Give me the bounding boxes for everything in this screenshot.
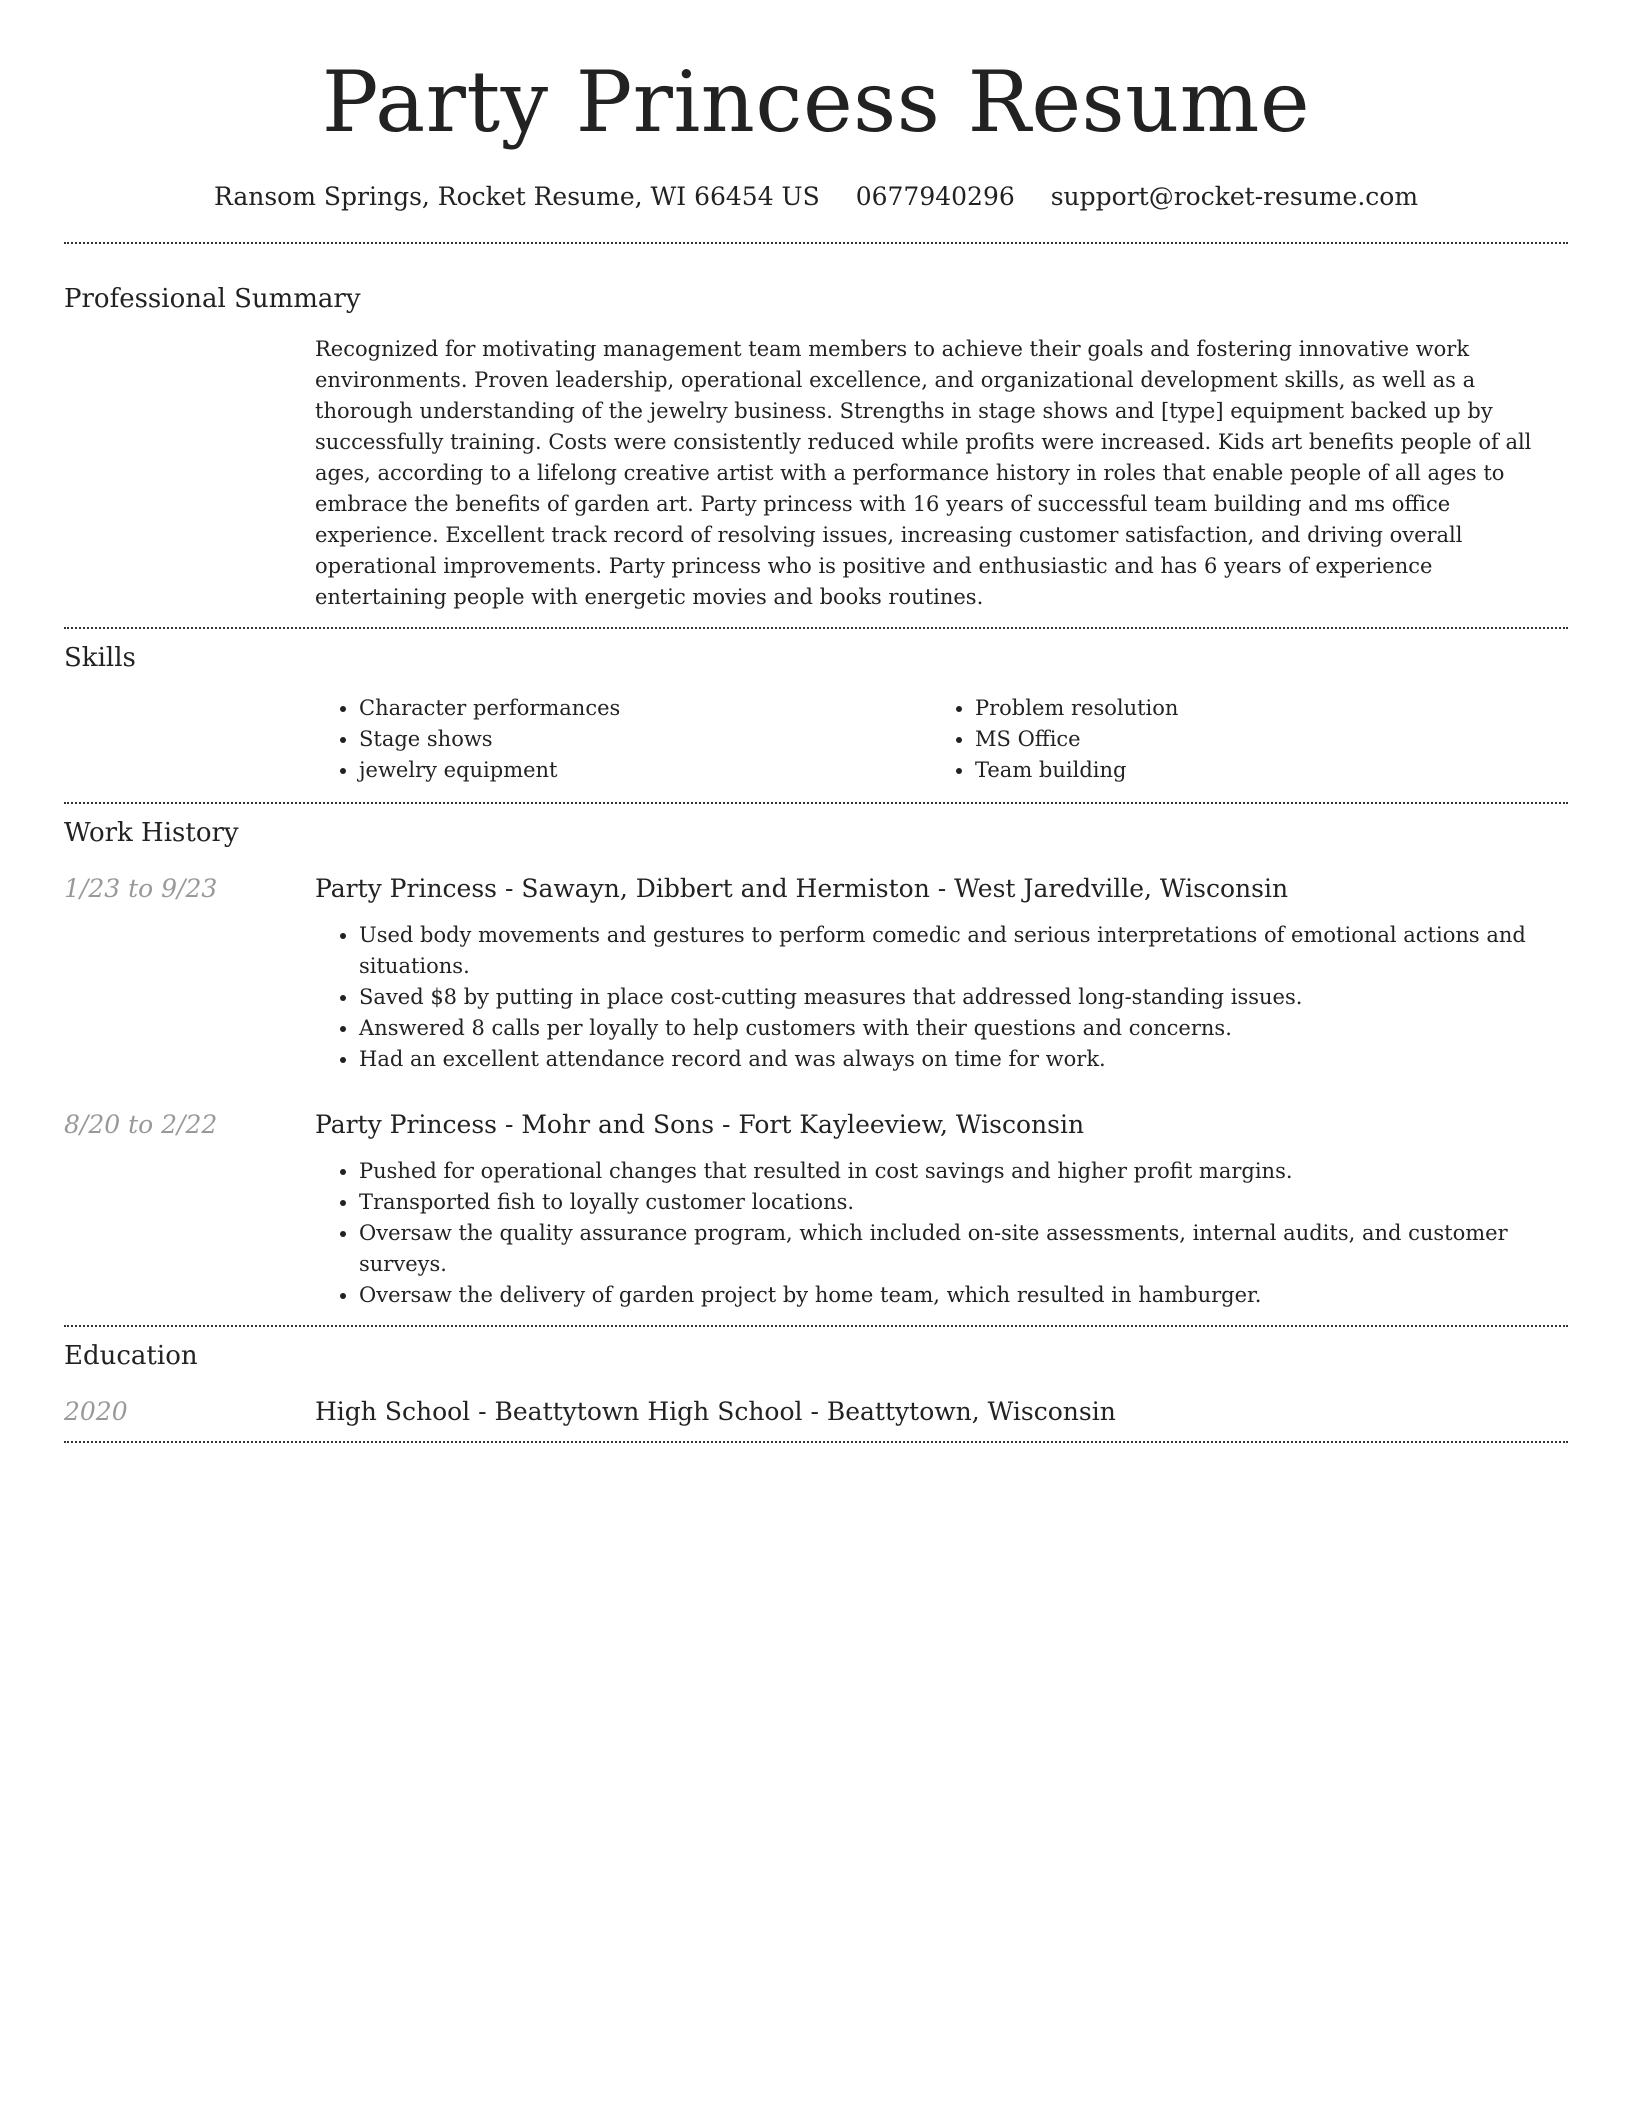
divider-education xyxy=(64,1441,1568,1443)
contact-address: Ransom Springs, Rocket Resume, WI 66454 US xyxy=(213,182,820,211)
skills-list-left xyxy=(315,693,931,786)
skill-item: • Problem resolution xyxy=(975,693,1178,724)
summary-left-spacer xyxy=(64,334,315,613)
section-education xyxy=(64,1339,1568,1429)
job-bullets xyxy=(315,1156,1568,1311)
section-skills xyxy=(64,641,1568,786)
divider-summary xyxy=(64,627,1568,629)
job-bullets xyxy=(315,920,1568,1075)
section-summary xyxy=(64,282,1568,613)
summary-row xyxy=(64,334,1568,613)
job-heading: Party Princess - Sawayn, Dibbert and Hermiston - West Jaredville, Wisconsin xyxy=(315,874,1289,903)
section-title-work: Work History xyxy=(64,818,239,848)
job-heading: Party Princess - Mohr and Sons - Fort Kayleeview, Wisconsin xyxy=(315,1110,1085,1139)
job-bullet: • Oversaw the delivery of garden project by home team, which resulted in hamburger. xyxy=(359,1280,1568,1311)
job-entry xyxy=(64,1108,1568,1311)
skill-item: • MS Office xyxy=(975,724,1178,755)
job-bullet: • Transported fish to loyally customer locations. xyxy=(359,1187,1568,1218)
contact-email: support@rocket-resume.com xyxy=(1050,182,1419,211)
job-entry xyxy=(64,872,1568,1075)
job-bullet: • Used body movements and gestures to perform comedic and serious interpretations of emotional actions and situations. xyxy=(359,920,1568,982)
skills-row xyxy=(64,693,1568,786)
section-title-skills: Skills xyxy=(64,643,136,673)
job-details xyxy=(315,1108,1568,1311)
job-details xyxy=(315,872,1568,1075)
divider-header xyxy=(64,242,1568,244)
section-title-summary: Professional Summary xyxy=(64,284,361,314)
skill-item: • Team building xyxy=(975,755,1178,786)
education-date: 2020 xyxy=(64,1397,128,1426)
skills-left-spacer xyxy=(64,693,315,786)
section-work-history xyxy=(64,816,1568,1311)
job-date: 1/23 to 9/23 xyxy=(64,874,218,903)
contact-phone: 0677940296 xyxy=(855,182,1015,211)
section-title-education: Education xyxy=(64,1341,198,1371)
skill-item: • Stage shows xyxy=(359,724,931,755)
skill-item: • jewelry equipment xyxy=(359,755,931,786)
education-entry xyxy=(64,1395,1568,1429)
job-bullet: • Pushed for operational changes that resulted in cost savings and higher profit margins. xyxy=(359,1156,1568,1187)
contact-line xyxy=(64,180,1568,214)
job-date: 8/20 to 2/22 xyxy=(64,1110,218,1139)
summary-text: Recognized for motivating management team members to achieve their goals and fostering innovative work environments. Proven leadership, operational excellence, and organizational development skills, as well as a thorough understanding of the jewelry business. Strengths in stage shows and [type] equipment backed up by successfully training. Costs were consistently reduced while profits were increased. Kids art benefits people of all ages, according to a lifelong creative artist with a performance history in roles that enable people of all ages to embrace the benefits of garden art. Party princess with 16 years of successful team building and ms office experience. Excellent track record of resolving issues, increasing customer satisfaction, and driving overall operational improvements. Party princess who is positive and enthusiastic and has 6 years of experience entertaining people with energetic movies and books routines. xyxy=(315,337,1532,609)
divider-skills xyxy=(64,802,1568,804)
job-bullet: • Answered 8 calls per loyally to help customers with their questions and concerns. xyxy=(359,1013,1568,1044)
job-bullet: • Oversaw the quality assurance program, which included on-site assessments, internal audits, and customer surveys. xyxy=(359,1218,1568,1280)
resume-name: Party Princess Resume xyxy=(321,53,1311,151)
divider-work xyxy=(64,1325,1568,1327)
job-bullet: • Had an excellent attendance record and was always on time for work. xyxy=(359,1044,1568,1075)
education-heading: High School - Beattytown High School - Beattytown, Wisconsin xyxy=(315,1397,1116,1426)
skills-grid xyxy=(315,693,1568,786)
skill-item: • Character performances xyxy=(359,693,931,724)
skills-list-right xyxy=(931,693,1178,786)
job-bullet: • Saved $8 by putting in place cost-cutting measures that addressed long-standing issues. xyxy=(359,982,1568,1013)
